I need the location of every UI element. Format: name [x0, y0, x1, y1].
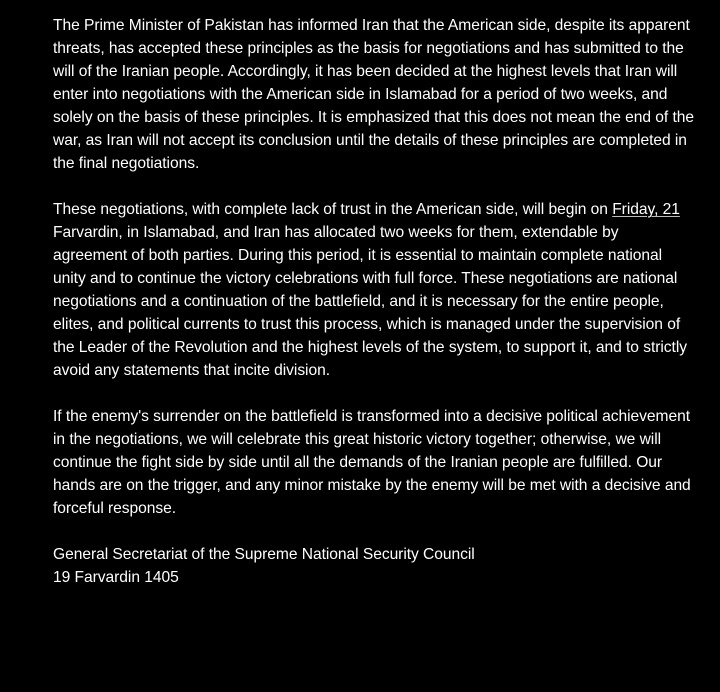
paragraph-1-line: the final negotiations. — [53, 155, 200, 172]
document-body — [53, 14, 693, 589]
paragraph-2-line: negotiations and a continuation of the battlefield, and it is necessary for the entire people, — [53, 293, 664, 310]
paragraph-3-line: hands are on the trigger, and any minor mistake by the enemy will be met with a decisive and — [53, 477, 691, 494]
paragraph-2-first-line — [53, 198, 693, 221]
signature-block — [53, 543, 693, 589]
date-link[interactable]: Friday, 21 — [612, 201, 680, 218]
paragraph-2-line: Farvardin, in Islamabad, and Iran has allocated two weeks for them, extendable by — [53, 224, 619, 241]
paragraph-3-line: If the enemy's surrender on the battlefield is transformed into a decisive political achievement — [53, 408, 690, 425]
paragraph-2-line: agreement of both parties. During this period, it is essential to maintain complete national — [53, 247, 663, 264]
paragraph-1-line: enter into negotiations with the American side in Islamabad for a period of two weeks, and — [53, 86, 668, 103]
paragraph-1 — [53, 14, 693, 175]
paragraph-3 — [53, 405, 693, 520]
paragraph-2-line: the Leader of the Revolution and the highest levels of the system, to support it, and to strictly — [53, 339, 687, 356]
paragraph-1-line: solely on the basis of these principles. It is emphasized that this does not mean the end of the — [53, 109, 694, 126]
paragraph-2 — [53, 198, 693, 382]
paragraph-1-line: war, as Iran will not accept its conclusion until the details of these principles are completed in — [53, 132, 687, 149]
paragraph-3-line: continue the fight side by side until all the demands of the Iranian people are fulfilled. Our — [53, 454, 663, 471]
paragraph-2-line: unity and to continue the victory celebrations with full force. These negotiations are national — [53, 270, 678, 287]
paragraph-3-line: in the negotiations, we will celebrate this great historic victory together; otherwise, we will — [53, 431, 662, 448]
paragraph-1-line: will of the Iranian people. Accordingly, it has been decided at the highest levels that Iran will — [53, 63, 678, 80]
paragraph-2-line: avoid any statements that incite division. — [53, 362, 331, 379]
paragraph-1-line: The Prime Minister of Pakistan has informed Iran that the American side, despite its apparent — [53, 17, 690, 34]
paragraph-2-line: elites, and political currents to trust this process, which is managed under the supervision of — [53, 316, 681, 333]
paragraph-3-line: forceful response. — [53, 500, 177, 517]
paragraph-1-line: threats, has accepted these principles as the basis for negotiations and has submitted to the — [53, 40, 684, 57]
signature-organization: General Secretariat of the Supreme National Security Council — [53, 546, 475, 563]
signature-date: 19 Farvardin 1405 — [53, 569, 179, 586]
paragraph-2-line-prefix: These negotiations, with complete lack of trust in the American side, will begin on — [53, 201, 613, 218]
